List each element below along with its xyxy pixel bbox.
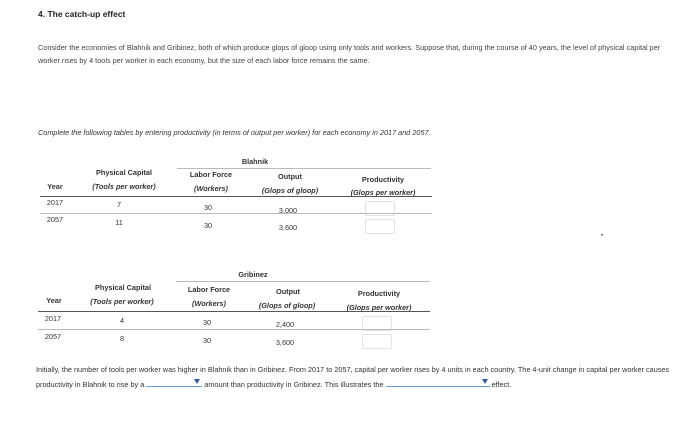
blahnik-output-2057: 3,600 bbox=[278, 223, 298, 232]
blahnik-capital-2017: 7 bbox=[116, 200, 122, 209]
gribinez-header-rule bbox=[38, 311, 430, 312]
header-productivity-unit: (Glops per worker) bbox=[350, 188, 416, 197]
header-capital-unit: (Tools per worker) bbox=[92, 182, 156, 191]
blahnik-year-2057: 2057 bbox=[46, 215, 64, 224]
gribinez-productivity-2057-input[interactable] bbox=[362, 334, 392, 349]
gribinez-output-2017: 2,400 bbox=[275, 320, 295, 329]
header-labor: Labor Force bbox=[189, 170, 233, 179]
header-labor-unit: (Workers) bbox=[192, 299, 226, 308]
comparison-dropdown[interactable] bbox=[146, 377, 202, 387]
header-labor: Labor Force bbox=[187, 285, 231, 294]
header-output-unit: (Glops of gloop) bbox=[258, 301, 316, 310]
header-year: Year bbox=[47, 182, 63, 191]
blahnik-year-2017: 2017 bbox=[46, 198, 64, 207]
blahnik-output-2017: 3,000 bbox=[278, 206, 298, 215]
gribinez-capital-2017: 4 bbox=[119, 316, 125, 325]
blahnik-table-caption: Blahnik bbox=[241, 157, 269, 166]
header-labor-unit: (Workers) bbox=[194, 184, 228, 193]
gribinez-year-2017: 2017 bbox=[44, 314, 62, 323]
gribinez-labor-2017: 30 bbox=[202, 318, 212, 327]
question-intro: Consider the economies of Blahnik and Gribinez, both of which produce glops of gloop using only tools and workers. Suppose that, during the course of 40 years, the level of physical capital per worker rises by 4 tools per worker in each economy, but the size of each labor force remains the same. bbox=[38, 43, 661, 65]
table-instruction: Complete the following tables by entering productivity (in terms of output per worker) for each economy in 2017 and 2057. bbox=[38, 128, 431, 137]
effect-dropdown[interactable] bbox=[386, 377, 490, 387]
gribinez-table-caption: Gribinez bbox=[238, 270, 268, 279]
header-productivity-unit: (Glops per worker) bbox=[346, 303, 412, 312]
gribinez-caption-rule bbox=[176, 281, 430, 282]
conclusion-text-3: effect. bbox=[491, 379, 512, 389]
gribinez-capital-2057: 8 bbox=[119, 334, 125, 343]
conclusion-paragraph bbox=[36, 364, 676, 391]
header-year: Year bbox=[46, 296, 62, 305]
triangle-down-icon bbox=[482, 379, 488, 384]
cursor-mark: • bbox=[601, 233, 604, 239]
header-capital: Physical Capital bbox=[95, 283, 151, 292]
header-capital: Physical Capital bbox=[96, 168, 152, 177]
blahnik-capital-2057: 11 bbox=[115, 218, 123, 227]
conclusion-text-1: Initially, the number of tools per worker was higher in Blahnik than in Gribinez. From 2017 to 2057, capital per worker rises by 4 units in each country. The 4-unit change in capital per worker causes productivity in Blahnik to rise by a bbox=[36, 365, 670, 389]
gribinez-labor-2057: 30 bbox=[202, 336, 212, 345]
gribinez-row-rule bbox=[38, 329, 430, 330]
triangle-down-icon bbox=[194, 379, 200, 384]
blahnik-labor-2017: 30 bbox=[203, 203, 213, 212]
header-productivity: Productivity bbox=[357, 289, 401, 298]
header-output: Output bbox=[278, 172, 302, 181]
header-output: Output bbox=[276, 287, 300, 296]
header-output-unit: (Glops of gloop) bbox=[261, 186, 319, 195]
gribinez-output-2057: 3,600 bbox=[275, 338, 295, 347]
header-capital-unit: (Tools per worker) bbox=[90, 297, 154, 306]
conclusion-text-2: amount than productivity in Gribinez. This illustrates the bbox=[204, 379, 384, 389]
question-title: 4. The catch-up effect bbox=[38, 9, 126, 19]
header-productivity: Productivity bbox=[361, 175, 405, 184]
gribinez-year-2057: 2057 bbox=[44, 332, 62, 341]
blahnik-labor-2057: 30 bbox=[203, 221, 213, 230]
